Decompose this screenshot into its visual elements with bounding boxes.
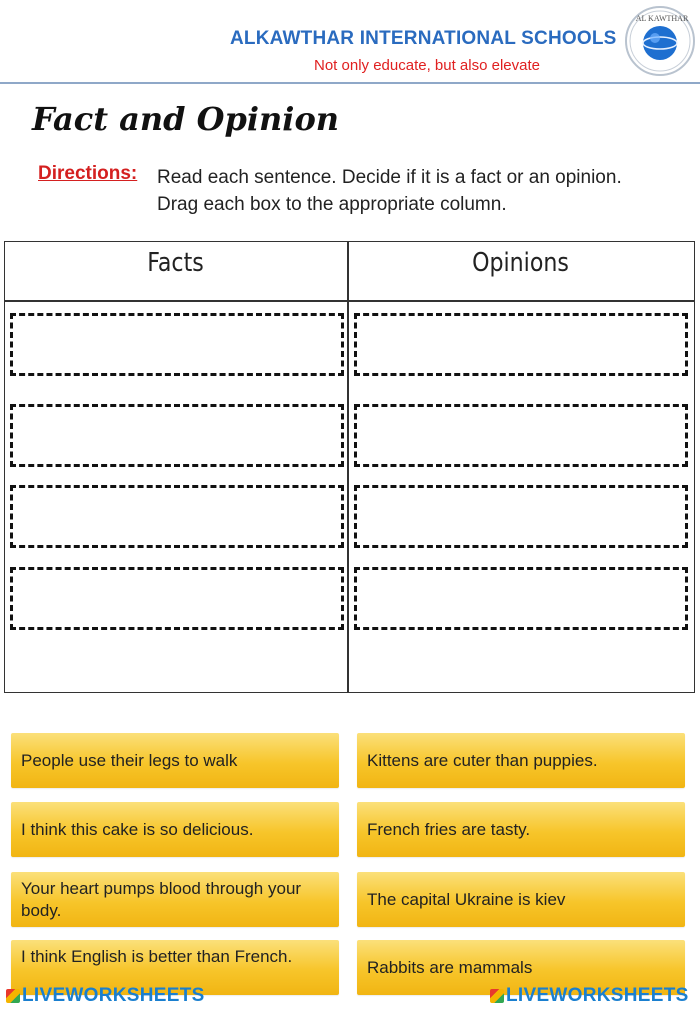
- facts-drop-zone-3[interactable]: [10, 485, 344, 548]
- page-title: Fact and Opinion: [32, 100, 340, 138]
- draggable-card[interactable]: Rabbits are mammals: [357, 940, 685, 995]
- draggable-card[interactable]: French fries are tasty.: [357, 802, 685, 857]
- directions-line-1: Read each sentence. Decide if it is a fact or an opinion.: [157, 167, 622, 188]
- draggable-card[interactable]: People use their legs to walk: [11, 733, 339, 788]
- directions-text: [157, 164, 622, 218]
- liveworksheets-watermark-right: [490, 985, 689, 1007]
- liveworksheets-watermark-left: [6, 985, 205, 1007]
- school-name: ALKAWTHAR INTERNATIONAL SCHOOLS: [230, 28, 617, 49]
- school-motto: Not only educate, but also elevate: [314, 57, 540, 74]
- header-divider: [0, 82, 700, 84]
- draggable-card[interactable]: Your heart pumps blood through your body.: [11, 872, 339, 927]
- liveworksheets-logo-icon: [490, 989, 504, 1003]
- facts-drop-zone-2[interactable]: [10, 404, 344, 467]
- draggable-card[interactable]: Kittens are cuter than puppies.: [357, 733, 685, 788]
- facts-drop-zone-1[interactable]: [10, 313, 344, 376]
- draggable-card[interactable]: I think this cake is so delicious.: [11, 802, 339, 857]
- logo-text: AL KAWTHAR: [635, 14, 689, 23]
- opinions-column-header: Opinions: [472, 248, 569, 278]
- draggable-card[interactable]: I think English is better than French.: [11, 940, 339, 995]
- watermark-text: LIVEWORKSHEETS: [506, 985, 689, 1006]
- table-header-divider: [4, 300, 695, 302]
- directions-label: Directions:: [38, 163, 138, 184]
- opinions-drop-zone-4[interactable]: [354, 567, 688, 630]
- opinions-drop-zone-2[interactable]: [354, 404, 688, 467]
- school-logo: [625, 6, 695, 76]
- facts-drop-zone-4[interactable]: [10, 567, 344, 630]
- watermark-text: LIVEWORKSHEETS: [22, 985, 205, 1006]
- opinions-drop-zone-1[interactable]: [354, 313, 688, 376]
- directions-line-2: Drag each box to the appropriate column.: [157, 194, 507, 215]
- draggable-card[interactable]: The capital Ukraine is kiev: [357, 872, 685, 927]
- facts-column-header: Facts: [147, 248, 204, 278]
- opinions-drop-zone-3[interactable]: [354, 485, 688, 548]
- table-column-divider: [347, 241, 349, 693]
- liveworksheets-logo-icon: [6, 989, 20, 1003]
